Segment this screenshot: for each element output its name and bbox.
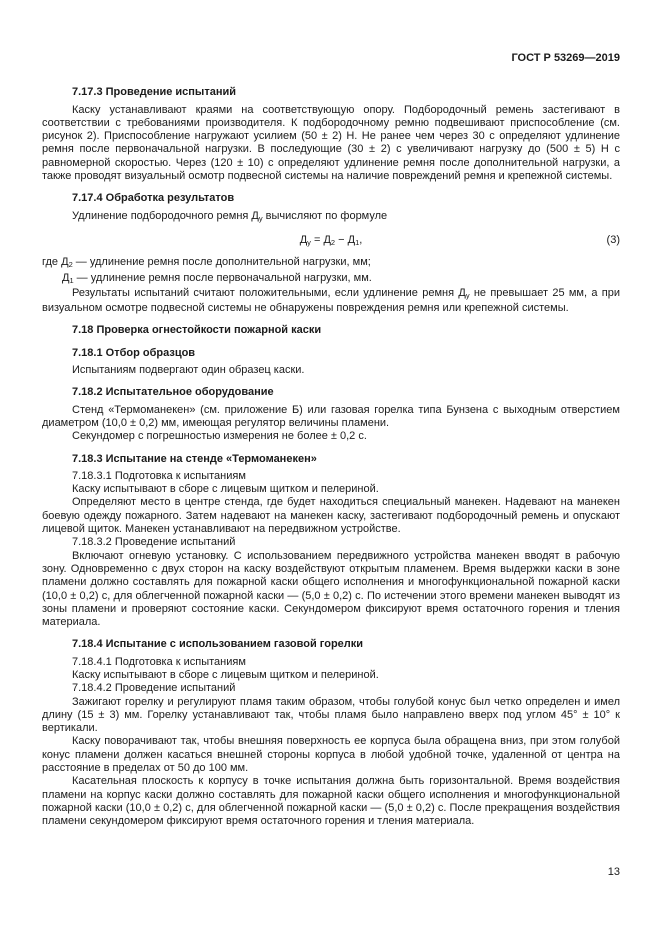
formula-where-line-1 (42, 256, 620, 271)
minus-sign: − (335, 233, 348, 246)
paragraph-7-18-2-equipment: Стенд «Термоманекен» (см. приложение Б) или газовая горелка типа Бунзена с выходным отверстием диаметром (10,0 ± 0,2) мм, имеющая регулятор величины пламени. (42, 403, 620, 429)
equals-sign: = (310, 233, 324, 246)
paragraph-7-17-3: Каску устанавливают краями на соответствующую опору. Подбородочный ремень застегивают в соответствии с требованиями производителя. К подбородочному ремню подвешивают приспособление (см. рисунок 2). Приспособление нагружают усилием (50 ± 2) Н. Не ранее чем через 30 с определяют удлинение ремня после первоначальной нагрузки. В последующие (30 ± 2) с увеличивают нагрузку до (500 ± 5) Н с равномерной скоростью. Через (120 ± 10) с определяют удлинение ремня после дополнительной нагрузки, а также проводят визуальный осмотр подвесной системы на наличие повреждений ремня и крепежной системы. (42, 103, 620, 183)
standard-reference-header: ГОСТ Р 53269—2019 (511, 52, 620, 64)
paragraph-results-criteria (42, 287, 620, 316)
subscript: 1 (355, 237, 360, 247)
subsection-7-18-3-2: 7.18.3.2 Проведение испытаний (72, 536, 236, 549)
subsection-7-18-4-1: 7.18.4.1 Подготовка к испытаниям (72, 655, 246, 668)
subscript: 1 (69, 275, 74, 285)
section-heading-7-18-2: 7.18.2 Испытательное оборудование (72, 386, 274, 399)
formula-expression (300, 234, 363, 246)
paragraph-7-18-1: Испытаниям подвергают один образец каски. (72, 364, 305, 377)
formula-intro-text: Удлинение подбородочного ремня Д (72, 209, 259, 222)
page-number: 13 (607, 866, 620, 878)
results-text: Результаты испытаний считают положительными, если удлинение ремня Д (72, 286, 466, 299)
where-term-1-definition: — удлинение ремня после дополнительной нагрузки, мм; (72, 256, 371, 269)
paragraph-7-18-4-exposure-time: Касательная плоскость к корпусу в точке испытания должна быть горизонтальной. Время воздействия пламени на корпус каски должно составлять для пожарной каски общего исполнения и многофункциональной пожарной каски (10,0 ± 0,2) с, для облегченной пожарной каски — (5,0 ± 0,2) с. После прекращения воздействия пламени секундомером фиксируют время остаточного горения и тления материала. (42, 775, 620, 828)
subscript: 2 (68, 260, 73, 270)
subsection-7-18-3-1: 7.18.3.1 Подготовка к испытаниям (72, 469, 246, 482)
where-term-2-definition: — удлинение ремня после первоначальной нагрузки, мм. (73, 271, 372, 284)
formula-intro-text-tail: вычисляют по формуле (262, 209, 388, 222)
paragraph-7-18-3-assembly: Каску испытывают в сборе с лицевым щитком и пелериной. (72, 483, 379, 496)
paragraph-7-18-4-helmet-orientation: Каску поворачивают так, чтобы внешняя поверхность ее корпуса была обращена вниз, при этом голубой конус пламени должен касаться внешней стороны корпуса в любой удобной точке, удаленной от центра на расстояние в пределах от 50 до 100 мм. (42, 735, 620, 775)
subscript: 2 (330, 237, 336, 247)
subsection-7-18-4-2: 7.18.4.2 Проведение испытаний (72, 682, 236, 695)
section-heading-7-18: 7.18 Проверка огнестойкости пожарной каски (72, 324, 322, 337)
subscript: у (307, 237, 311, 247)
section-heading-7-17-3: 7.17.3 Проведение испытаний (72, 86, 236, 99)
section-heading-7-18-1: 7.18.1 Отбор образцов (72, 346, 196, 359)
formula-3 (42, 234, 620, 249)
where-term-2: Д (62, 271, 70, 284)
paragraph-7-18-3-mannequin-setup: Определяют место в центре стенда, где будет находиться специальный манекен. Надевают на манекен боевую одежду пожарного. Затем надевают на манекен каску, застегивают подбородочный ремень и опускают лицевой щиток. Манекен устанавливают на передвижном устройстве. (42, 496, 620, 536)
section-heading-7-17-4: 7.17.4 Обработка результатов (72, 192, 235, 205)
paragraph-7-18-4-assembly: Каску испытывают в сборе с лицевым щитком и пелериной. (72, 668, 379, 681)
formula-term-2: Д (347, 233, 356, 246)
section-heading-7-18-4: 7.18.4 Испытание с использованием газовой горелки (72, 638, 364, 651)
results-text-tail: не превышает 25 мм, а при визуальном осмотре подвесной системы не обнаружены повреждения ремня или крепежной системы. (42, 286, 620, 315)
formula-comma: , (359, 233, 363, 246)
paragraph-7-18-3-procedure: Включают огневую установку. С использованием передвижного устройства манекен вводят в рабочую зону. Одновременно с двух сторон на каску воздействуют открытым пламенем. Время выдержки каски в зоне пламени должно составлять для пожарной каски общего исполнения и многофункциональной пожарной каски (10,0 ± 0,2) с, для облегченной пожарной каски — (5,0 ± 0,2) с. По истечении этого времени манекен выводят из зоны пламени и проверяют состояние каски. Секундомером фиксируют время остаточного горения и тления материала. (42, 549, 620, 629)
paragraph-7-18-4-burner-setup: Зажигают горелку и регулируют пламя таким образом, чтобы голубой конус был четко определен и имел длину (15 ± 3) мм. Горелку устанавливают так, чтобы пламя было направлено вверх под углом 45° ± 10° к вертикали. (42, 695, 620, 735)
paragraph-7-18-2-stopwatch: Секундомер с погрешностью измерения не более ± 0,2 с. (72, 430, 367, 443)
formula-where-line-2 (42, 272, 620, 287)
subscript: у (465, 290, 470, 300)
where-term-1: где Д (42, 256, 69, 269)
formula-lhs: Д (299, 233, 308, 246)
formula-number: (3) (606, 233, 620, 246)
formula-term-1: Д (323, 233, 331, 246)
section-heading-7-18-3: 7.18.3 Испытание на стенде «Термоманекен» (72, 452, 317, 465)
subscript: у (258, 213, 263, 223)
paragraph-formula-intro (42, 210, 620, 225)
